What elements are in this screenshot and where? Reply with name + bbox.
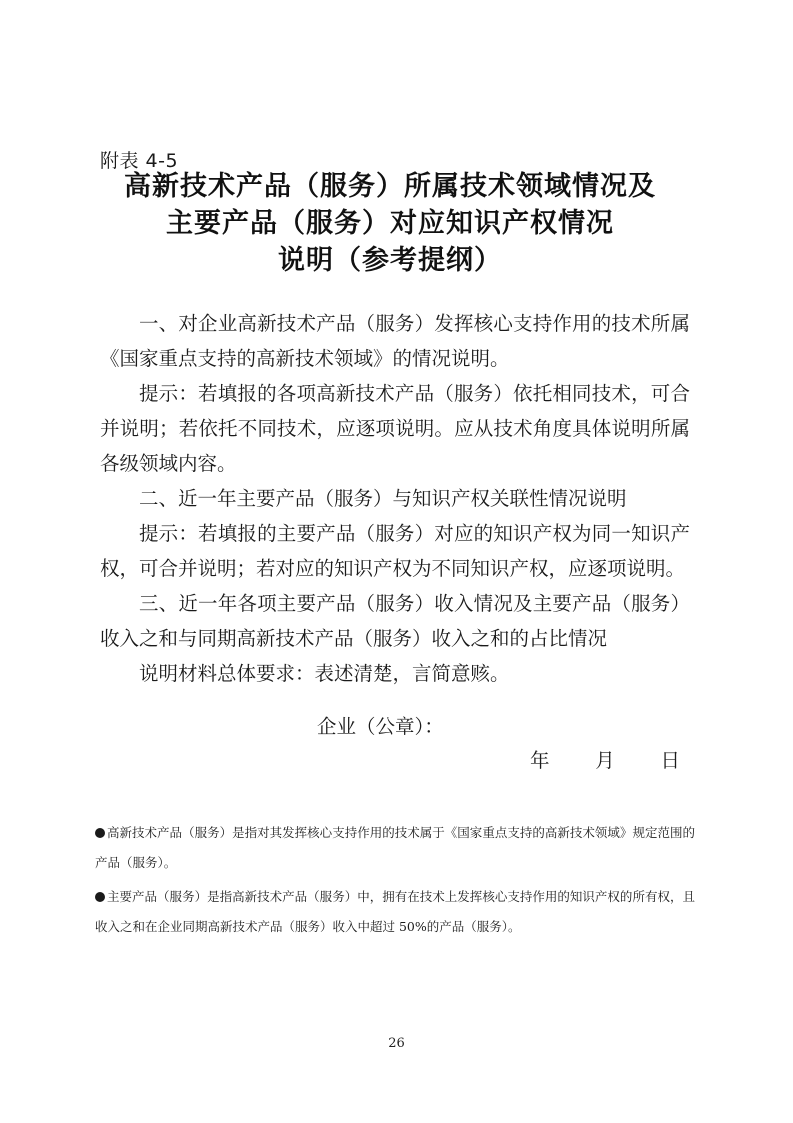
bullet-icon <box>95 828 105 838</box>
footnote-item <box>95 882 695 942</box>
section-one-paragraph: 一、对企业高新技术产品（服务）发挥核心支持作用的技术所属《国家重点支持的高新技术领域》的情况说明。 <box>100 312 690 370</box>
title-line-3: 说明（参考提纲） <box>278 245 502 276</box>
company-seal-label: 企业（公章）： <box>317 715 444 738</box>
bullet-icon <box>95 892 105 902</box>
footnotes <box>95 818 695 946</box>
annex-label: 附表 4-5 <box>100 150 179 172</box>
general-requirement-paragraph: 说明材料总体要求：表述清楚，言简意赅。 <box>139 662 510 685</box>
page-number: 26 <box>388 1036 405 1051</box>
document-title <box>90 168 690 279</box>
body-text <box>100 306 690 691</box>
date-month-label: 月 <box>595 749 615 772</box>
date-day-label: 日 <box>660 749 680 772</box>
date-year-label: 年 <box>530 749 550 772</box>
section-two-hint-paragraph: 提示：若填报的主要产品（服务）对应的知识产权为同一知识产权，可合并说明；若对应的知识产权为不同知识产权，应逐项说明。 <box>100 522 690 580</box>
footnote-text: 高新技术产品（服务）是指对其发挥核心支持作用的技术属于《国家重点支持的高新技术领域》规定范围的产品（服务）。 <box>95 825 695 870</box>
section-three-paragraph: 三、近一年各项主要产品（服务）收入情况及主要产品（服务）收入之和与同期高新技术产品（服务）收入之和的占比情况 <box>100 592 690 650</box>
section-two-paragraph: 二、近一年主要产品（服务）与知识产权关联性情况说明 <box>139 487 627 510</box>
footnote-item <box>95 818 695 878</box>
title-line-1: 高新技术产品（服务）所属技术领域情况及 <box>124 171 656 202</box>
title-line-2: 主要产品（服务）对应知识产权情况 <box>166 208 614 239</box>
date-line <box>530 745 680 773</box>
footnote-text: 主要产品（服务）是指高新技术产品（服务）中，拥有在技术上发挥核心支持作用的知识产权的所有权，且收入之和在企业同期高新技术产品（服务）收入中超过 50%的产品（服务）。 <box>95 889 695 934</box>
section-one-hint-paragraph: 提示：若填报的各项高新技术产品（服务）依托相同技术，可合并说明；若依托不同技术，应逐项说明。应从技术角度具体说明所属各级领域内容。 <box>100 382 690 475</box>
